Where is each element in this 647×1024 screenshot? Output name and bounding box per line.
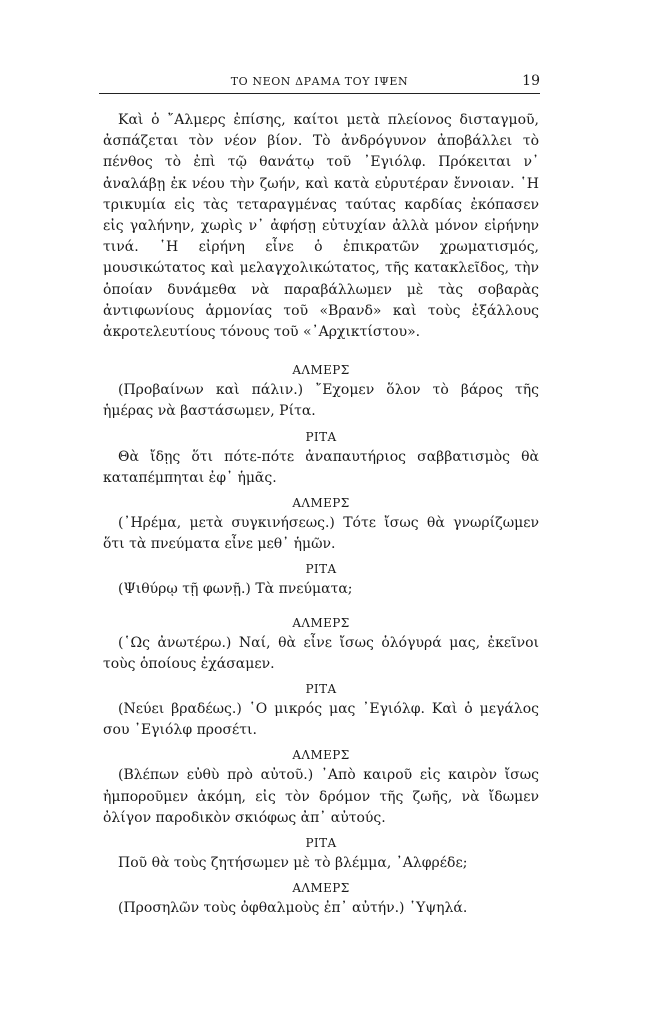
dialogue-line: Θὰ ἴδῃς ὅτι πότε-πότε ἀναπαυτήριος σαββατισμὸς θὰ καταπέμπηται ἐφ᾿ ἡμᾶς. [103, 448, 539, 486]
speaker-name: ΑΛΜΕΡΣ [292, 881, 350, 896]
speaker-name: ΑΛΜΕΡΣ [292, 496, 350, 511]
dialogue-line: (Βλέπων εὐθὺ πρὸ αὐτοῦ.) ᾿Απὸ καιροῦ εἰς καιρὸν ἴσως ἠμποροῦμεν ἀκόμη, εἰς τὸν δρόμον τῆς ζωῆς, νὰ ἴδωμεν ὀλίγον παροδικὸν σκιόφως ἀπ᾿ αὐτούς. [103, 767, 539, 826]
speaker-name: ΑΛΜΕΡΣ [292, 615, 350, 630]
speaker-name: ΑΛΜΕΡΣ [292, 748, 350, 763]
speaker-name: ΡΙΤΑ [305, 429, 337, 444]
section-gap [103, 343, 539, 362]
dialogue-line: (Ψιθύρῳ τῇ φωνῇ.) Τὰ πνεύματα; [118, 581, 353, 598]
dialogue-line: (῾Ως ἀνωτέρω.) Ναί, θὰ εἶνε ἴσως ὁλόγυρά μας, ἐκεῖνοι τοὺς ὁποίους ἐχάσαμεν. [103, 634, 539, 672]
page-header [99, 73, 540, 94]
dialogue-line: (Νεύει βραδέως.) ῾Ο μικρός μας ᾿Εγιόλφ. Καὶ ὁ μεγάλος σου ᾿Εγιόλφ προσέτι. [103, 701, 539, 739]
speaker-name: ΡΙΤΑ [305, 836, 337, 851]
speaker-name: ΡΙΤΑ [305, 562, 337, 577]
dialogue-line: (᾿Ηρέμα, μετὰ συγκινήσεως.) Τότε ἴσως θὰ γνωρίζωμεν ὅτι τὰ πνεύματα εἶνε μεθ᾿ ἡμῶν. [103, 515, 539, 553]
dialogue-line: (Προσηλῶν τοὺς ὀφθαλμοὺς ἐπ᾿ αὐτήν.) ῾Υψηλά. [118, 900, 468, 917]
dialogue-line: (Προβαίνων καὶ πάλιν.) ῎Εχομεν ὅλον τὸ βάρος τῆς ἡμέρας νὰ βαστάσωμεν, Ρίτα. [103, 382, 539, 420]
intro-paragraph: Καὶ ὁ ῎Αλμερς ἐπίσης, καίτοι μετὰ πλείονος δισταγμοῦ, ἀσπάζεται τὸν νέον βίον. Τὸ ἀνδρόγυνον ἀποβάλλει τὸ πένθος τὸ ἐπὶ τῷ θανάτῳ τοῦ ᾿Εγιόλφ. Πρόκειται ν᾿ ἀναλάβῃ ἐκ νέου τὴν ζωήν, καὶ κατὰ εὐρυτέραν ἔννοιαν. ῾Η τρικυμία εἰς τὰς τεταραγμένας ταύτας καρδίας ἐκόπασεν εἰς γαλήνην, χωρὶς ν᾿ ἀφήσῃ εὐτυχίαν ἀλλὰ μόνον εἰρήνην τινά. ῾Η εἰρήνη εἶνε ὁ ἐπικρατῶν χρωματισμός, μουσικώτατος καὶ μελαγχολικώτατος, τῆς κατακλεῖδος, τὴν ὁποίαν δυνάμεθα νὰ παραβάλλωμεν μὲ τὰς σοβαρὰς ἀντιφωνίους ἁρμονίας τοῦ «Βρανδ» καὶ τοὺς ἐξάλλους ἀκροτελευτίους τόνους τοῦ «᾿Αρχικτίστου». [103, 112, 539, 341]
page-number: 19 [522, 73, 540, 89]
speaker-name: ΑΛΜΕΡΣ [292, 363, 350, 378]
speaker-name: ΡΙΤΑ [305, 682, 337, 697]
dialogue-line: Ποῦ θὰ τοὺς ζητήσωμεν μὲ τὸ βλέμμα, ᾿Αλφρέδε; [118, 855, 468, 872]
running-title: ΤΟ ΝΕΟΝ ΔΡΑΜΑ ΤΟΥ ΙΨΕΝ [230, 75, 409, 88]
page-body [103, 110, 539, 921]
